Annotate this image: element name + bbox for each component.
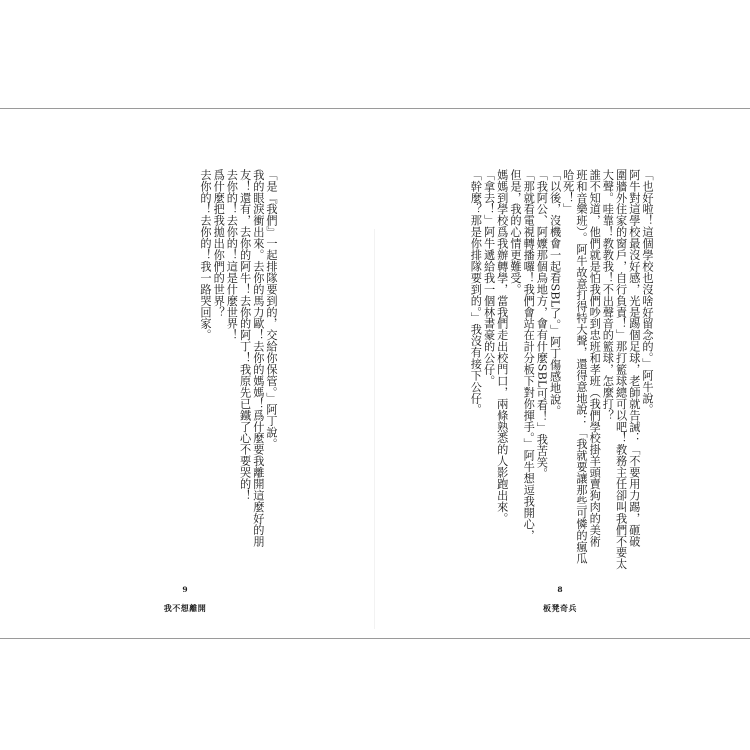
right-body-text	[469, 169, 654, 570]
right-paragraph-14: 「幹麼？那是你排隊要到的。」我沒有接下公仔。	[469, 169, 483, 416]
right-paragraph-7: 哈死！」	[561, 169, 575, 215]
left-body-text	[198, 169, 278, 547]
left-paragraph-2: 我的眼淚衝出來。去你的馬力歐！去你的媽媽！爲什麼要我離開這麼好的朋	[251, 169, 265, 547]
right-paragraph-10: 「那就看電視轉播囉！我們會站在計分板下對你揮手。」阿牛想逗我開心，	[522, 169, 536, 542]
left-running-head: 我不想離開	[163, 603, 207, 613]
right-running-head: 板凳奇兵	[543, 603, 577, 613]
right-paragraph-8: 「以後，沒機會一起看SBL了。」阿丁傷感地說。	[548, 169, 562, 417]
right-paragraph-2: 阿牛對這學校最沒好感，光是踢個足球，老師就告誡：「不要用力踢，砸破	[627, 169, 641, 547]
right-paragraph-9: 「我阿公、阿嬤那個鳥地方，會有什麼SBL可看！」我苦笑。	[535, 169, 549, 480]
left-paragraph-3: 友！還有，去你的阿牛！去你的阿丁！我原先已鐵了心不要哭的！	[238, 169, 252, 502]
left-page-number: 9	[182, 585, 188, 594]
bottom-rule	[0, 638, 750, 639]
left-paragraph-5: 爲什麼把我拋出你們的世界？	[212, 169, 226, 318]
left-paragraph-6: 去你的！去你的！我一路哭回家。	[198, 169, 212, 341]
left-page	[0, 109, 375, 638]
left-paragraph-1: 「是『我們』一起排隊要到的，交給你保管。」阿丁說。	[265, 169, 278, 450]
right-paragraph-13: 「拿去！」阿牛遞給我一個林書豪的公仔。	[482, 169, 496, 387]
right-paragraph-5: 誰不知道，他們就是怕我們吵到忠班和孝班（我們學校掛羊頭賣狗肉的美術	[588, 169, 602, 547]
right-paragraph-1: 「也好啦！這個學校也沒啥好留念的。」阿牛說。	[641, 169, 654, 416]
right-paragraph-11: 但是，我的心情更難受。	[508, 169, 522, 295]
right-page-number: 8	[557, 585, 563, 594]
left-paragraph-4: 去你的！去你的！這是什麼世界！	[225, 169, 239, 341]
right-paragraph-6: 班和音樂班）。阿牛故意打得特大聲，還得意地說：「我就要讓那些可憐的瘋瓜	[574, 169, 588, 565]
book-spread	[0, 109, 750, 638]
right-paragraph-4: 大聲。哇靠！教教我！不出聲音的籃球，怎麼打？	[601, 169, 615, 421]
right-paragraph-12: 媽媽到學校爲我辦轉學，當我們走出校門口，兩條熟悉的人影跑出來。	[495, 169, 509, 524]
right-page	[375, 109, 750, 638]
right-paragraph-3: 圍牆外住家的窗戶，自行負責！」那打籃球總可以吧！教務主任卻叫我們不要太	[614, 169, 628, 570]
